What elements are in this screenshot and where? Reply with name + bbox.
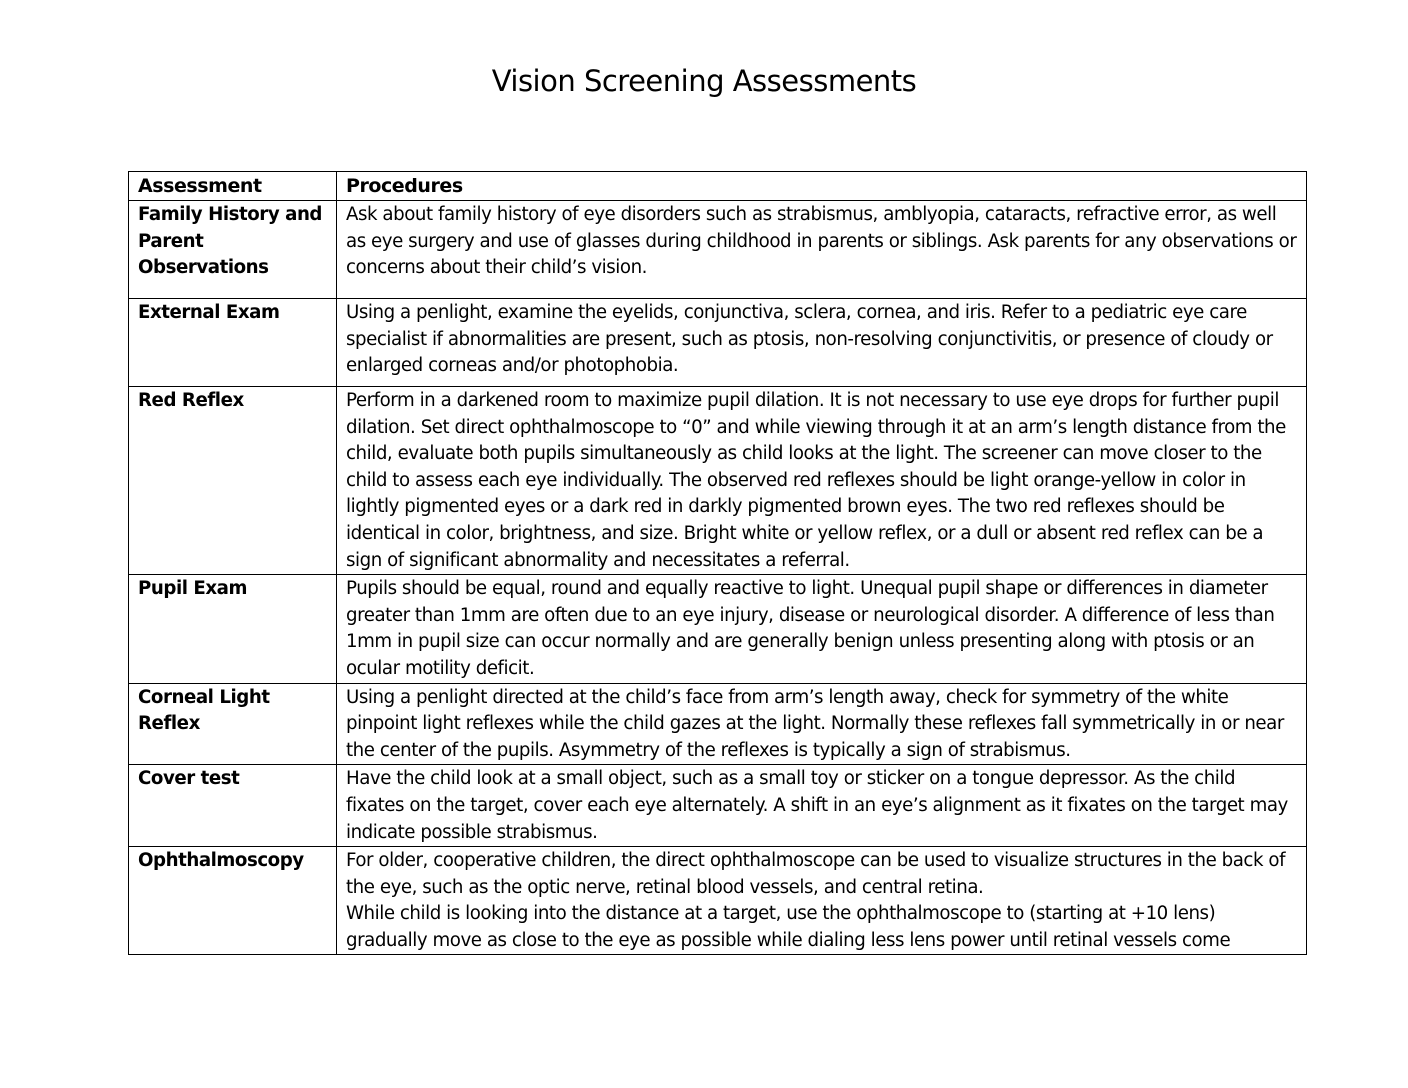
table-row xyxy=(129,765,1307,847)
page-title: Vision Screening Assessments xyxy=(491,64,917,98)
column-header-assessment: Assessment xyxy=(129,172,337,201)
procedure-paragraph: For older, cooperative children, the direct ophthalmoscope can be used to visualize structures in the back of the eye, such as the optic nerve, retinal blood vessels, and central retina. xyxy=(346,850,1286,898)
assessment-name: Ophthalmoscopy xyxy=(129,847,337,955)
table-row xyxy=(129,387,1307,575)
assessment-name: Cover test xyxy=(129,765,337,847)
table-header-row xyxy=(129,172,1307,201)
procedure-paragraph: Ask about family history of eye disorders such as strabismus, amblyopia, cataracts, refractive error, as well as eye surgery and use of glasses during childhood in parents or siblings. Ask parents for any observations or concerns about their child’s vision. xyxy=(346,204,1297,279)
procedure-paragraph: Have the child look at a small object, such as a small toy or sticker on a tongue depressor. As the child fixates on the target, cover each eye alternately. A shift in an eye’s alignment as it fixates on the target may indicate possible strabismus. xyxy=(346,768,1288,843)
procedure-text xyxy=(337,575,1307,683)
assessment-name: Red Reflex xyxy=(129,387,337,575)
table-row xyxy=(129,575,1307,683)
assessment-name: Family History and Parent Observations xyxy=(129,201,337,299)
procedure-text xyxy=(337,847,1307,955)
procedure-text xyxy=(337,299,1307,387)
assessments-table xyxy=(128,171,1307,955)
procedure-paragraph: While child is looking into the distance at a target, use the ophthalmoscope to (starting at +10 lens) gradually move as close to the eye as possible while dialing less lens power until retinal vessels come xyxy=(346,903,1231,951)
procedure-paragraph: Using a penlight directed at the child’s face from arm’s length away, check for symmetry of the white pinpoint light reflexes while the child gazes at the light. Normally these reflexes fall symmetrically in or near the center of the pupils. Asymmetry of the reflexes is typically a sign of strabismus. xyxy=(346,686,1284,761)
column-header-procedures: Procedures xyxy=(337,172,1307,201)
procedure-paragraph: Pupils should be equal, round and equally reactive to light. Unequal pupil shape or differences in diameter greater than 1mm are often due to an eye injury, disease or neurological disorder. A difference of less than 1mm in pupil size can occur normally and are generally benign unless presenting along with ptosis or an ocular motility deficit. xyxy=(346,578,1275,679)
table-row xyxy=(129,847,1307,955)
procedure-text xyxy=(337,387,1307,575)
procedure-text xyxy=(337,683,1307,765)
assessment-name: External Exam xyxy=(129,299,337,387)
table-row xyxy=(129,683,1307,765)
procedure-text xyxy=(337,201,1307,299)
table-row xyxy=(129,201,1307,299)
assessment-name: Corneal Light Reflex xyxy=(129,683,337,765)
assessment-name: Pupil Exam xyxy=(129,575,337,683)
procedure-paragraph: Perform in a darkened room to maximize pupil dilation. It is not necessary to use eye drops for further pupil dilation. Set direct ophthalmoscope to “0” and while viewing through it at an arm’s length distance from the child, evaluate both pupils simultaneously as child looks at the light. The screener can move closer to the child to assess each eye individually. The observed red reflexes should be light orange-yellow in color in lightly pigmented eyes or a dark red in darkly pigmented brown eyes. The two red reflexes should be identical in color, brightness, and size. Bright white or yellow reflex, or a dull or absent red reflex can be a sign of significant abnormality and necessitates a referral. xyxy=(346,390,1286,571)
procedure-text xyxy=(337,765,1307,847)
procedure-paragraph: Using a penlight, examine the eyelids, conjunctiva, sclera, cornea, and iris. Refer to a pediatric eye care specialist if abnormalities are present, such as ptosis, non-resolving conjunctivitis, or presence of cloudy or enlarged corneas and/or photophobia. xyxy=(346,302,1273,377)
table-row xyxy=(129,299,1307,387)
